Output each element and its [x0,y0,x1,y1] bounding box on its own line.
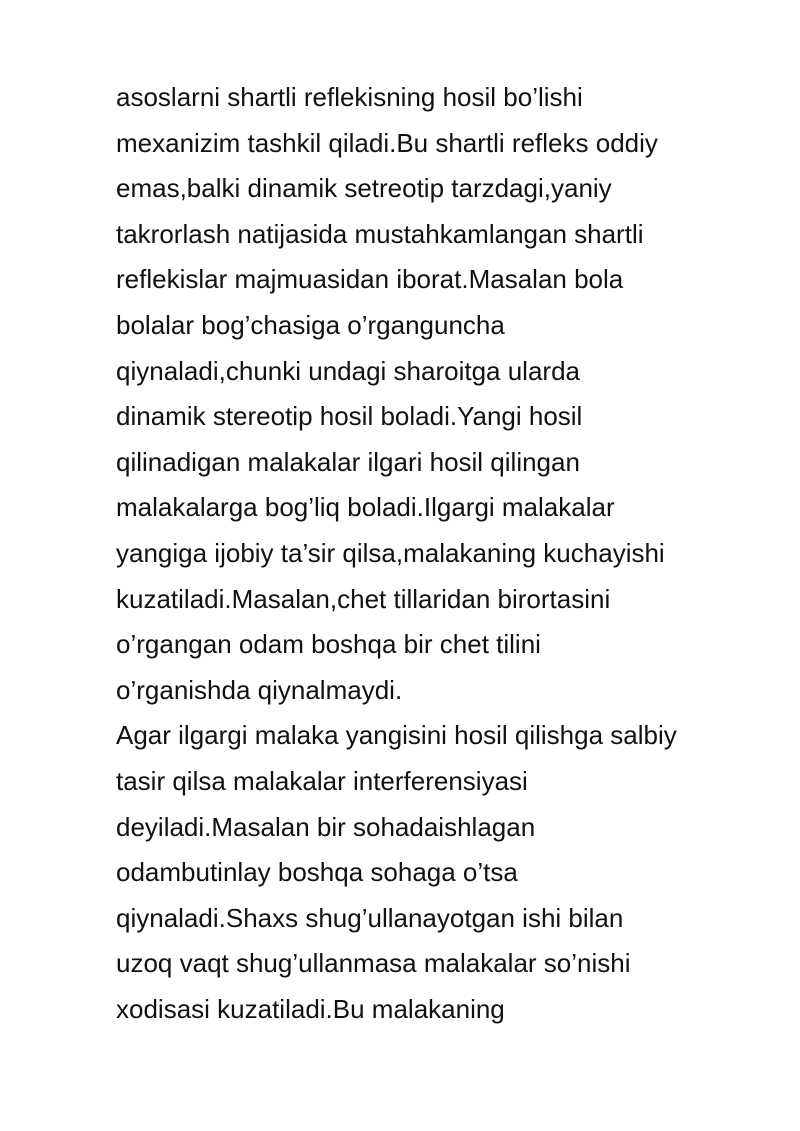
text-line: Agar ilgargi malaka yangisini hosil qilishga salbiy [116,720,677,751]
text-line: o’rgangan odam boshqa bir chet tilini [116,629,541,660]
text-line: qiynaladi.Shaxs shug’ullanayotgan ishi bilan [116,902,624,933]
text-line: xodisasi kuzatiladi.Bu malakaning [116,993,505,1024]
text-line: reflekislar majmuasidan iborat.Masalan bola [116,264,624,295]
text-line: yangiga ijobiy ta’sir qilsa,malakaning kuchayishi [116,537,665,568]
text-line: dinamik stereotip hosil boladi.Yangi hosil [116,401,583,432]
text-line: asoslarni shartli reflekisning hosil bo’lishi [116,82,583,112]
text-line: malakalarga bog’liq boladi.Ilgargi malakalar [116,492,615,523]
text-line: mexanizim tashkil qiladi.Bu shartli refleks oddiy [116,127,658,158]
text-line: qiynaladi,chunki undagi sharoitga ularda [116,355,580,386]
text-line: deyiladi.Masalan bir sohadaishlagan [116,811,536,842]
text-line: o’rganishda qiynalmaydi. [116,674,403,705]
text-line: qilinadigan malakalar ilgari hosil qilingan [116,446,580,477]
text-line: kuzatiladi.Masalan,chet tillaridan birortasini [116,583,611,614]
text-line: emas,balki dinamik setreotip tarzdagi,yaniy [116,173,612,204]
text-line: tasir qilsa malakalar interferensiyasi [116,765,528,796]
text-line: odambutinlay boshqa sohaga o’tsa [116,857,518,888]
text-line: bolalar bog’chasiga o’rganguncha [116,309,505,340]
text-line: takrorlash natijasida mustahkamlangan shartli [116,218,644,249]
body-text [116,75,756,1032]
text-line: uzoq vaqt shug’ullanmasa malakalar so’nishi [116,948,631,979]
